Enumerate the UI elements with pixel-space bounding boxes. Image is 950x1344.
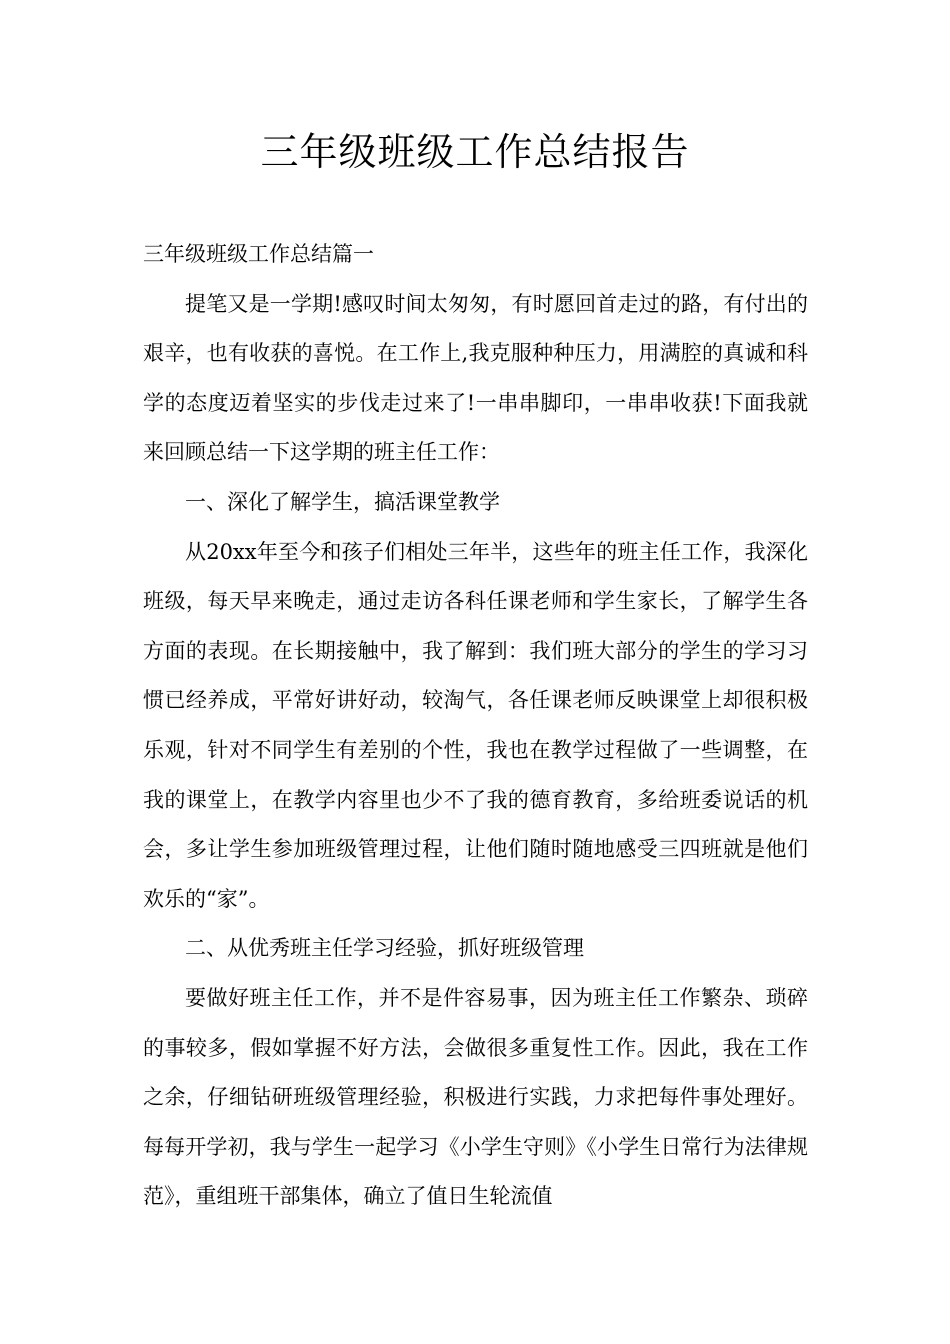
paragraph-intro: 提笔又是一学期!感叹时间太匆匆，有时愿回首走过的路，有付出的艰辛，也有收获的喜悦。在工作上,我克服种种压力，用满腔的真诚和科学的态度迈着坚实的步伐走过来了!一串串脚印，一串串收获!下面我就来回顾总结一下这学期的班主任工作： bbox=[143, 291, 808, 465]
document-body bbox=[143, 230, 808, 1222]
section-heading-2: 二、从优秀班主任学习经验，抓好班级管理 bbox=[185, 936, 584, 961]
document-title: 三年级班级工作总结报告 bbox=[260, 130, 690, 174]
document-subtitle: 三年级班级工作总结篇一 bbox=[143, 242, 374, 266]
section-heading-1: 一、深化了解学生，搞活课堂教学 bbox=[185, 489, 500, 514]
paragraph-section-1: 从20xx年至今和孩子们相处三年半，这些年的班主任工作，我深化班级，每天早来晚走，通过走访各科任课老师和学生家长，了解学生各方面的表现。在长期接触中，我了解到：我们班大部分的学生的学习习惯已经养成，平常好讲好动，较淘气，各任课老师反映课堂上却很积极乐观，针对不同学生有差别的个性，我也在教学过程做了一些调整，在我的课堂上，在教学内容里也少不了我的德育教育，多给班委说话的机会，多让学生参加班级管理过程，让他们随时随地感受三四班就是他们欢乐的“家”。 bbox=[143, 539, 808, 911]
paragraph-section-2: 要做好班主任工作，并不是件容易事，因为班主任工作繁杂、琐碎的事较多，假如掌握不好方法，会做很多重复性工作。因此，我在工作之余，仔细钻研班级管理经验，积极进行实践，力求把每件事处理好。每每开学初，我与学生一起学习《小学生守则》《小学生日常行为法律规范》，重组班干部集体，确立了值日生轮流值 bbox=[143, 985, 808, 1209]
